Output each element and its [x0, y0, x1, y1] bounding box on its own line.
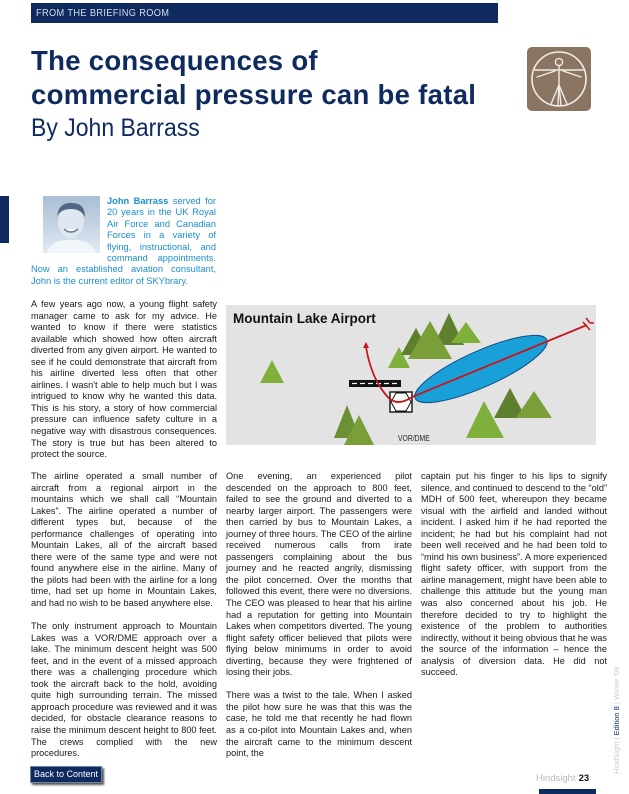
- paragraph: The airline operated a small number of aircraft from a regional airport in the mountains which we shall call “Mountain Lakes”. The airline operated a number of different types but, because of the performance challenges of operating into Mountain Lakes, all of the aircraft based there were of the same type and were not found anywhere else in the airline. Many of the pilots had been with the airline for a long time, had set up home in Mountain Lakes, and had no wish to be based anywhere else.: [31, 471, 217, 609]
- body-column-1: [31, 471, 217, 771]
- author-name: John Barrass: [107, 196, 169, 206]
- figure-title: Mountain Lake Airport: [233, 311, 376, 326]
- paragraph: One evening, an experienced pilot descended on the approach to 800 feet, failed to see the ground and diverted to a nearby larger airport. The passengers were then carried by bus to Mountain Lakes, a journey of three hours. The CEO of the airline received numerous calls from irate passengers complaining about the bus journey and he reacted angrily, dismissing the pilot concerned. Over the months that followed this event, there were no diversions. The CEO was pleased to hear that his airline had a reputation for getting into Mountain Lakes when competitors diverted. The young flight safety officer believed that pilots were flying below minimums in order to avoid diverting, because they were frightened of losing their jobs.: [226, 471, 412, 678]
- paragraph: There was a twist to the tale. When I asked the pilot how sure he was that this was the case, he told me that recently he had flown as a co-pilot into Mountain Lakes and, when the aircraft came to the minimum descent point, the: [226, 690, 412, 759]
- author-bio-text: served for 20 years in the UK Royal Air Force and Canadian Forces in a variety of flying, instructional, and command appointments. Now an established aviation consultant, John is the current editor of SKYbrary.: [31, 196, 216, 286]
- paragraph: The only instrument approach to Mountain Lakes was a VOR/DME approach over a lake. The minimum descent height was 500 feet, and in the event of a missed approach there was a challenging procedure which took the aircraft back to the hold, avoiding quite high surrounding terrain. The missed approach procedure was reviewed and it was decided, for obstacle clearance reasons to raise the minimum descent height to 800 feet. The crews complied with the new procedures.: [31, 621, 217, 759]
- article-title: [31, 44, 476, 112]
- edition-season: | Winter '09: [612, 666, 621, 705]
- left-accent-bar: [0, 196, 9, 243]
- paragraph: captain put his finger to his lips to signify silence, and continued to descend to the “old” MDH of 500 feet, whereupon they became visual with the airfield and landed without incident. I asked him if he had reported the incident; he had but his complaint had not been well received and he had been told to “mind his own business”. A more experienced flight safety officer, with support from the airline management, might have been able to challenge this attitude but the young man was also concerned about his job. He therefore decided to try to highlight the existence of the problem to authorities indirectly, without it being obvious that he was the source of the information – hence the analysis of diversion data. He did not succeed.: [421, 471, 607, 678]
- back-to-content-button[interactable]: Back to Content: [30, 766, 102, 783]
- edition-info: [612, 667, 621, 774]
- tree: [260, 360, 284, 383]
- missed-approach-arrow: [363, 342, 369, 348]
- publication-name: Hindsight: [536, 773, 576, 784]
- page-number: 23: [578, 773, 590, 784]
- byline: By John Barrass: [31, 114, 200, 142]
- edition-number: Edition 8: [612, 704, 621, 738]
- body-column-3: [421, 471, 607, 690]
- tree: [466, 401, 504, 438]
- page-folio: [536, 773, 589, 784]
- aircraft-icon: [583, 318, 594, 330]
- intro-paragraph: [31, 299, 217, 472]
- section-label: FROM THE BRIEFING ROOM: [36, 7, 170, 19]
- section-header-bar: [31, 3, 498, 23]
- intro-text: A few years ago now, a young flight safety manager came to ask for my advice. He wanted to know if there were statistics available which showed how often aircraft diverted from any given airport. He wanted to see if he could demonstrate that aircraft from his airline diverted less often that other airlines. I wasn't able to help much but I was intrigued to know why he wanted this data. This is his story, a story of how commercial pressure can influence safety culture in a negative way with disastrous consequences. The story is true but has been altered to protect the source.: [31, 299, 217, 460]
- tree: [516, 391, 552, 418]
- vitruvian-man-icon: [527, 47, 591, 111]
- folio-bar: [539, 789, 596, 794]
- mountain-lake-airport-figure: [226, 305, 596, 445]
- body-column-2: [226, 471, 412, 771]
- title-line-2: commercial pressure can be fatal: [31, 79, 477, 110]
- author-bio: [31, 196, 216, 287]
- edition-publication: HindSight |: [612, 737, 621, 774]
- vor-dme-label: VOR/DME: [398, 434, 430, 443]
- title-line-1: The consequences of: [31, 45, 318, 76]
